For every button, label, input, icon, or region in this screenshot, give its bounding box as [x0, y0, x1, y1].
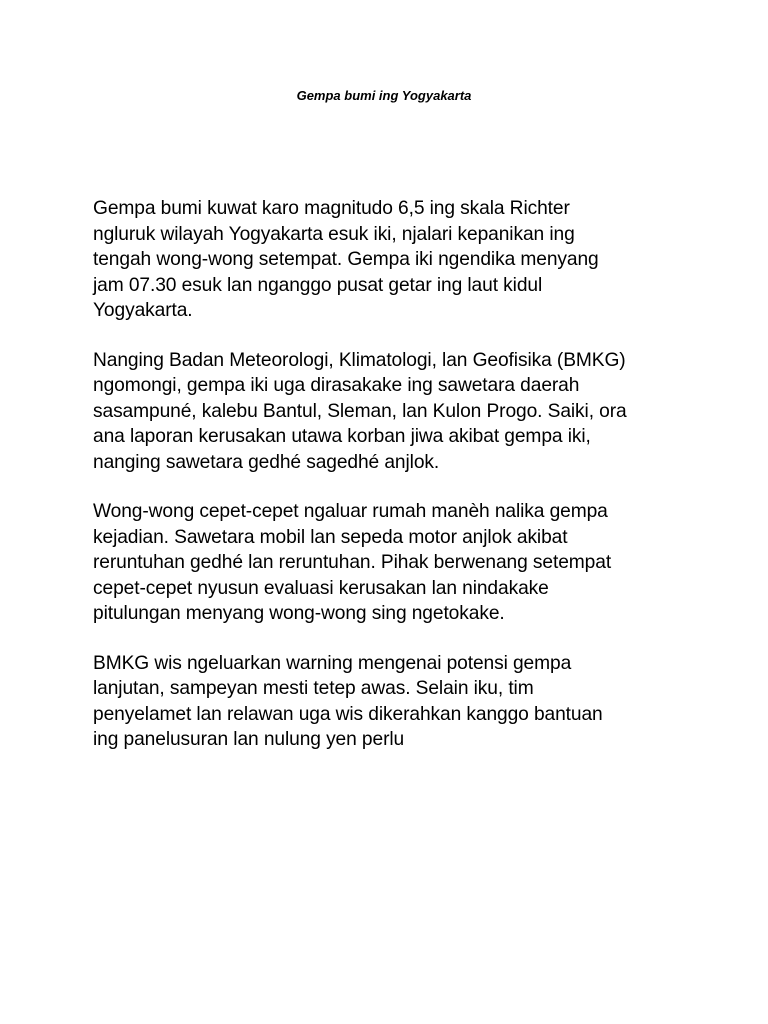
paragraph-line: lanjutan, sampeyan mesti tetep awas. Selain iku, tim	[93, 678, 534, 699]
paragraph-line: pitulungan menyang wong-wong sing ngetokake.	[93, 603, 505, 624]
paragraph-2	[93, 348, 663, 476]
paragraph-line: tengah wong-wong setempat. Gempa iki ngendika menyang	[93, 249, 599, 270]
paragraph-line: reruntuhan gedhé lan reruntuhan. Pihak berwenang setempat	[93, 552, 612, 573]
paragraph-line: ing panelusuran lan nulung yen perlu	[93, 729, 405, 750]
paragraph-line: Yogyakarta.	[93, 300, 193, 321]
paragraph-line: ngluruk wilayah Yogyakarta esuk iki, njalari kepanikan ing	[93, 223, 575, 245]
paragraph-line: BMKG wis ngeluarkan warning mengenai potensi gempa	[93, 652, 572, 674]
paragraph-line: jam 07.30 esuk lan nganggo pusat getar ing laut kidul	[93, 274, 543, 296]
document-title: Gempa bumi ing Yogyakarta	[296, 88, 472, 103]
paragraph-4	[93, 651, 663, 753]
paragraph-line: kejadian. Sawetara mobil lan sepeda motor anjlok akibat	[93, 526, 568, 548]
paragraph-line: Nanging Badan Meteorologi, Klimatologi, lan Geofisika (BMKG)	[93, 349, 626, 371]
document-body	[93, 196, 663, 777]
paragraph-1	[93, 196, 663, 324]
paragraph-line: penyelamet lan relawan uga wis dikerahkan kanggo bantuan	[93, 703, 603, 725]
paragraph-line: cepet-cepet nyusun evaluasi kerusakan lan nindakake	[93, 577, 549, 599]
paragraph-3	[93, 499, 663, 627]
paragraph-line: sasampuné, kalebu Bantul, Sleman, lan Kulon Progo. Saiki, ora	[93, 400, 627, 422]
paragraph-line: Gempa bumi kuwat karo magnitudo 6,5 ing skala Richter	[93, 198, 570, 219]
paragraph-line: nanging sawetara gedhé sagedhé anjlok.	[93, 451, 440, 473]
paragraph-line: ngomongi, gempa iki uga dirasakake ing sawetara daerah	[93, 375, 580, 396]
paragraph-line: Wong-wong cepet-cepet ngaluar rumah manèh nalika gempa	[93, 501, 608, 522]
paragraph-line: ana laporan kerusakan utawa korban jiwa akibat gempa iki,	[93, 426, 591, 447]
